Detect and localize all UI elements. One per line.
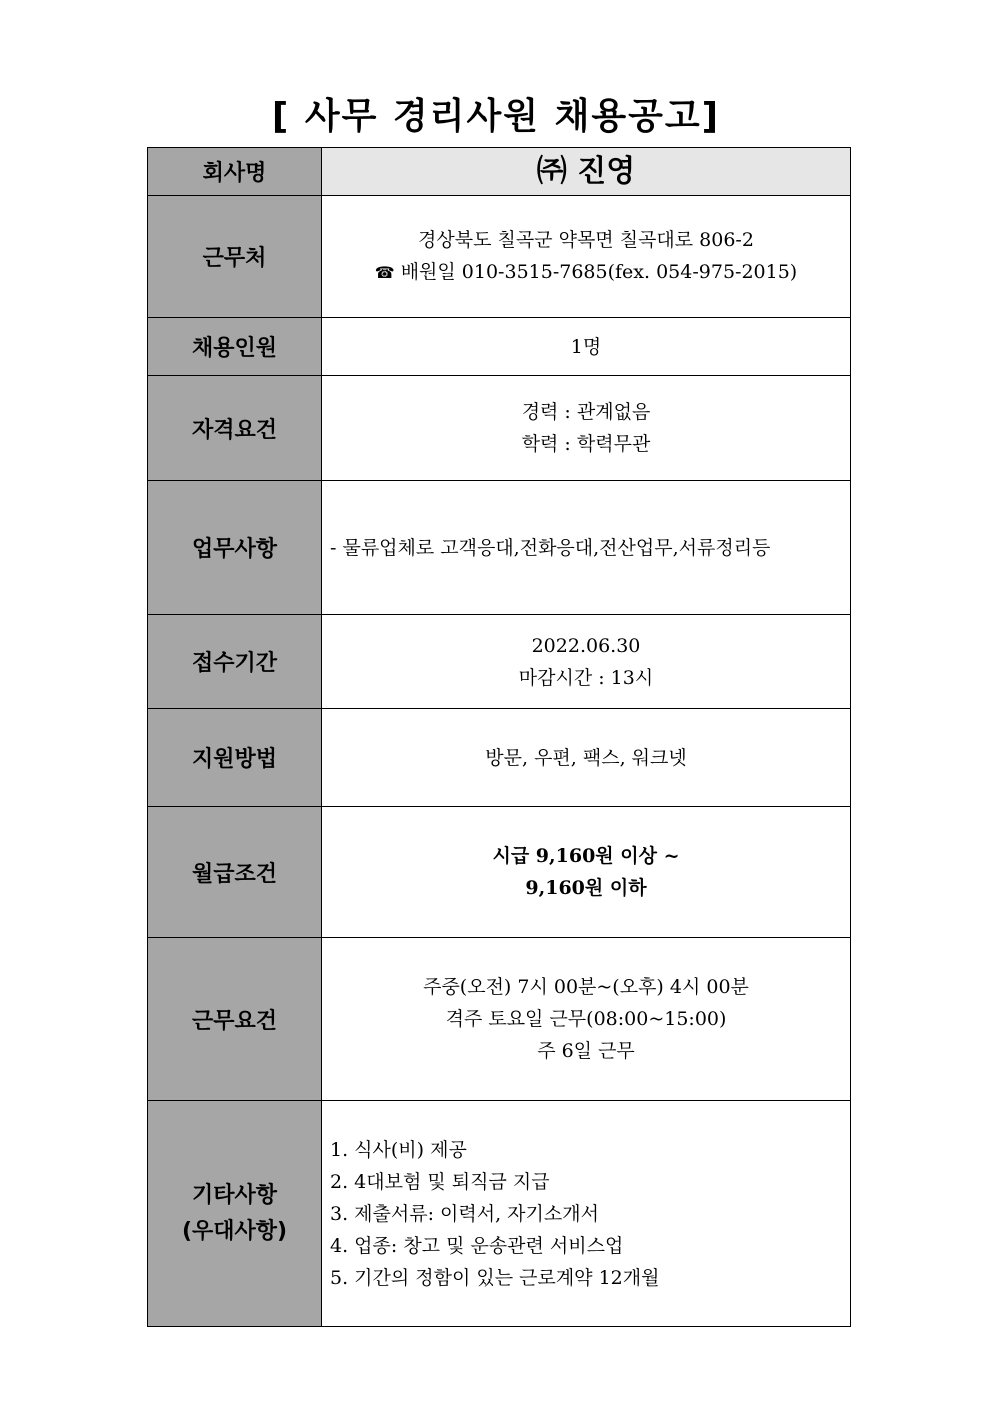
- other-item: 4. 업종: 창고 및 운송관련 서비스업: [330, 1234, 624, 1257]
- table-row-duties: [148, 481, 851, 615]
- row-label-headcount: 채용인원: [148, 318, 322, 376]
- table-row-conditions: [148, 938, 851, 1101]
- workplace-contact: 배원일 010-3515-7685(fex. 054-975-2015): [400, 261, 798, 283]
- job-posting-table: [147, 147, 851, 1327]
- row-label-duties: 업무사항: [148, 481, 322, 615]
- table-row-qualifications: [148, 376, 851, 481]
- period-deadline: 마감시간 : 13시: [518, 666, 654, 689]
- row-label-other-line2: (우대사항): [181, 1218, 288, 1244]
- qualification-line: 학력 : 학력무관: [521, 433, 651, 455]
- row-label-qualifications: 자격요건: [148, 376, 322, 481]
- workplace-value: [322, 196, 851, 318]
- other-item: 2. 4대보험 및 퇴직금 지급: [330, 1170, 550, 1193]
- table-row-other: [148, 1101, 851, 1327]
- salary-line: 9,160원 이하: [525, 877, 647, 899]
- period-date: 2022.06.30: [531, 634, 641, 657]
- method-value: 방문, 우편, 팩스, 워크넷: [322, 709, 851, 807]
- other-item: 3. 제출서류: 이력서, 자기소개서: [330, 1202, 599, 1225]
- table-row-method: [148, 709, 851, 807]
- table-row-salary: [148, 807, 851, 938]
- other-item: 5. 기간의 정함이 있는 근로계약 12개월: [330, 1266, 660, 1289]
- workplace-address: 경상북도 칠곡군 약목면 칠곡대로 806-2: [418, 229, 754, 251]
- conditions-value: [322, 938, 851, 1101]
- condition-line: 주중(오전) 7시 00분~(오후) 4시 00분: [423, 976, 749, 998]
- salary-line: 시급 9,160원 이상 ~: [492, 845, 680, 867]
- company-name: ㈜ 진영: [322, 148, 851, 196]
- row-label-other: [148, 1101, 322, 1327]
- row-label-period: 접수기간: [148, 615, 322, 709]
- workplace-contact-line: [322, 256, 850, 289]
- row-label-workplace: 근무처: [148, 196, 322, 318]
- table-row-period: [148, 615, 851, 709]
- duties-value: - 물류업체로 고객응대,전화응대,전산업무,서류정리등: [322, 481, 851, 615]
- row-label-other-line1: 기타사항: [191, 1182, 277, 1208]
- headcount-value: 1명: [322, 318, 851, 376]
- qualification-line: 경력 : 관계없음: [521, 401, 651, 423]
- row-label-company: 회사명: [148, 148, 322, 196]
- row-label-method: 지원방법: [148, 709, 322, 807]
- other-item: 1. 식사(비) 제공: [330, 1138, 467, 1161]
- condition-line: 격주 토요일 근무(08:00~15:00): [445, 1008, 727, 1030]
- other-value: [322, 1101, 851, 1327]
- salary-value: [322, 807, 851, 938]
- row-label-conditions: 근무요건: [148, 938, 322, 1101]
- table-row-company: [148, 148, 851, 196]
- row-label-salary: 월급조건: [148, 807, 322, 938]
- qualifications-value: [322, 376, 851, 481]
- page-title: [ 사무 경리사원 채용공고]: [271, 96, 721, 137]
- period-value: [322, 615, 851, 709]
- phone-icon: ☎: [374, 263, 395, 282]
- table-row-workplace: [148, 196, 851, 318]
- table-row-headcount: [148, 318, 851, 376]
- condition-line: 주 6일 근무: [537, 1040, 635, 1062]
